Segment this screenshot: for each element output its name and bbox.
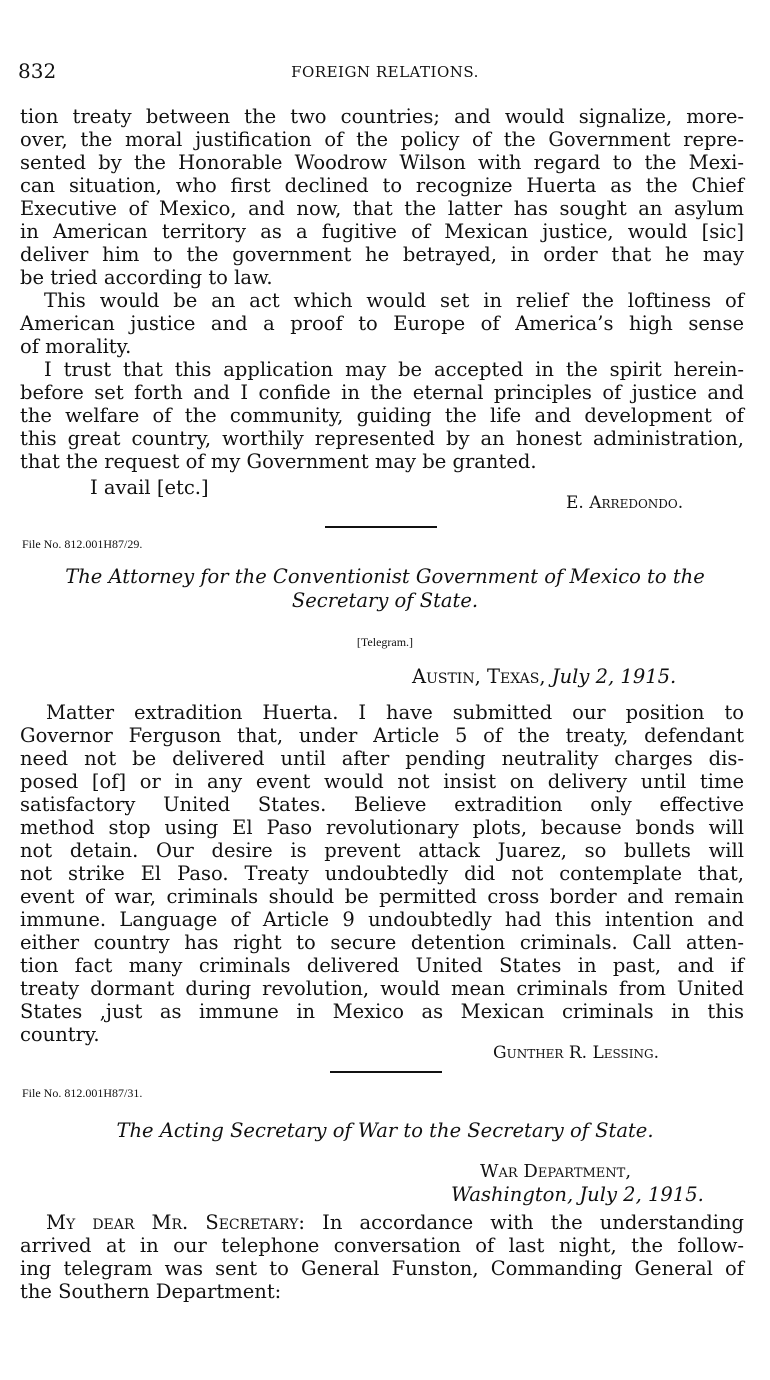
text-line: of morality. xyxy=(20,335,132,358)
department: War Department, xyxy=(480,1161,632,1182)
text-line: the Southern Department: xyxy=(20,1280,282,1303)
text-line: this great country, worthily represented by an honest administration, xyxy=(20,427,744,450)
text-line: in American territory as a fugitive of Mexican justice, would [sic] xyxy=(20,220,744,243)
text-line: American justice and a proof to Europe of America’s high sense xyxy=(20,312,744,335)
dateline xyxy=(451,1184,704,1206)
text-line: need not be delivered until after pending neutrality charges dis- xyxy=(20,747,744,770)
text-line: tion fact many criminals delivered United States in past, and if xyxy=(20,954,744,977)
text-line: not strike El Paso. Treaty undoubtedly did not contemplate that, xyxy=(20,862,744,885)
text-line: tion treaty between the two countries; and would signalize, more- xyxy=(20,105,744,128)
text-line: be tried according to law. xyxy=(20,266,273,289)
place: Austin, Texas, xyxy=(412,665,546,688)
text-line: States ,just as immune in Mexico as Mexican criminals in this xyxy=(20,1000,744,1023)
text-line: sented by the Honorable Woodrow Wilson with regard to the Mexi- xyxy=(20,151,744,174)
file-number: File No. 812.001H87/31. xyxy=(22,1086,143,1100)
document-note: [Telegram.] xyxy=(356,635,414,649)
document-title: The Acting Secretary of War to the Secretary of State. xyxy=(116,1119,654,1142)
text-line: can situation, who first declined to recognize Huerta as the Chief xyxy=(20,174,744,197)
text-line: Matter extradition Huerta. I have submitted our position to xyxy=(46,701,744,724)
date: July 2, 1915. xyxy=(551,665,677,688)
section-divider xyxy=(330,1071,442,1073)
signature: E. Arredondo. xyxy=(566,493,684,513)
text-line: I trust that this application may be accepted in the spirit herein- xyxy=(44,358,744,381)
running-title: FOREIGN RELATIONS. xyxy=(291,63,479,81)
text-line: method stop using El Paso revolutionary plots, because bonds will xyxy=(20,816,744,839)
text-line: arrived at in our telephone conversation of last night, the follow- xyxy=(20,1234,744,1257)
text-line: satisfactory United States. Believe extradition only effective xyxy=(20,793,744,816)
text-line xyxy=(46,1212,744,1234)
text-line: that the request of my Government may be granted. xyxy=(20,450,537,473)
dateline xyxy=(412,666,676,688)
page-number: 832 xyxy=(18,59,57,83)
document-title: The Attorney for the Conventionist Government of Mexico to the xyxy=(65,565,705,588)
text-line: before set forth and I confide in the eternal principles of justice and xyxy=(20,381,744,404)
text-line: treaty dormant during revolution, would mean criminals from United xyxy=(20,977,744,1000)
text-line: Governor Ferguson that, under Article 5 of the treaty, defendant xyxy=(20,724,744,747)
text-segment: In accordance with the understanding xyxy=(322,1211,744,1234)
closing: I avail [etc.] xyxy=(90,476,209,499)
place: Washington, xyxy=(451,1183,574,1206)
date: July 2, 1915. xyxy=(579,1183,704,1206)
salutation: My dear Mr. Secretary: xyxy=(46,1211,305,1234)
text-line: either country has right to secure detention criminals. Call atten- xyxy=(20,931,744,954)
document-title: Secretary of State. xyxy=(291,589,479,612)
text-line: This would be an act which would set in relief the loftiness of xyxy=(44,289,744,312)
signature: Gunther R. Lessing. xyxy=(493,1043,659,1063)
text-line: posed [of] or in any event would not insist on delivery until time xyxy=(20,770,744,793)
file-number: File No. 812.001H87/29. xyxy=(22,537,143,551)
text-line: over, the moral justification of the policy of the Government repre- xyxy=(20,128,744,151)
text-line: country. xyxy=(20,1023,100,1046)
text-line: event of war, criminals should be permitted cross border and remain xyxy=(20,885,744,908)
text-line: deliver him to the government he betrayed, in order that he may xyxy=(20,243,744,266)
text-line: ing telegram was sent to General Funston, Commanding General of xyxy=(20,1257,744,1280)
section-divider xyxy=(325,526,437,528)
text-line: immune. Language of Article 9 undoubtedly had this intention and xyxy=(20,908,744,931)
text-line: Executive of Mexico, and now, that the latter has sought an asylum xyxy=(20,197,744,220)
text-line: not detain. Our desire is prevent attack Juarez, so bullets will xyxy=(20,839,744,862)
text-line: the welfare of the community, guiding the life and development of xyxy=(20,404,744,427)
